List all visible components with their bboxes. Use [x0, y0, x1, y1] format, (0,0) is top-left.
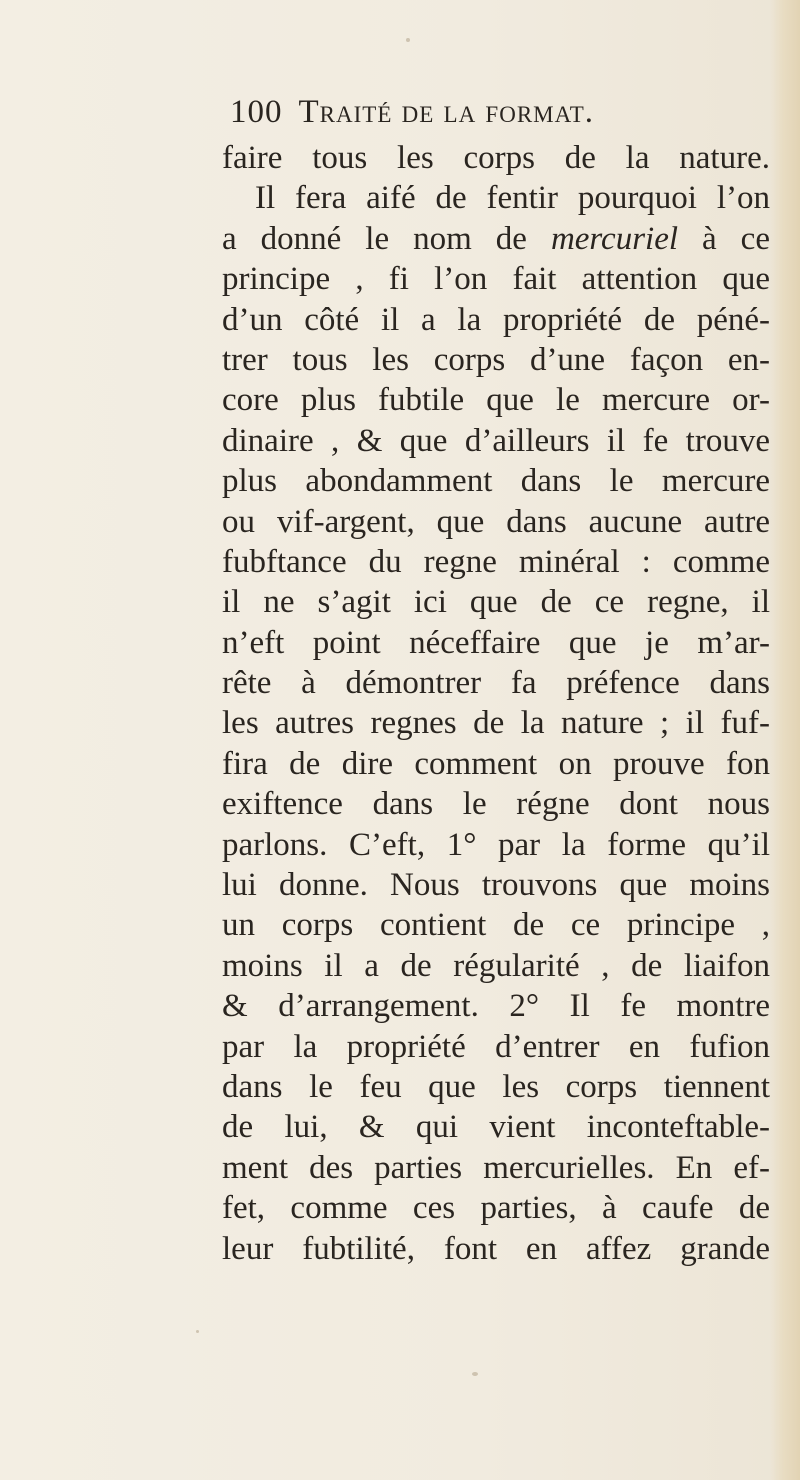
text-line: rête à démontrer fa préfence dans [222, 665, 770, 702]
text-line: ment des parties mercurielles. En ef- [222, 1149, 770, 1186]
text-line: principe , fi l’on fait attention que [222, 261, 770, 298]
text-line: fubftance du regne minéral : comme [222, 543, 770, 580]
text-line: de lui, & qui vient inconteftable- [222, 1109, 770, 1146]
paper-speck [196, 1330, 199, 1333]
text-line: Il fera aifé de fentir pourquoi l’on [255, 180, 770, 217]
text-line: plus abondamment dans le mercure [222, 463, 770, 500]
running-head [230, 92, 770, 132]
text-segment: a donné le nom de [222, 220, 551, 257]
text-segment: à ce [678, 220, 770, 257]
text-line: n’eft point néceffaire que je m’ar- [222, 624, 770, 661]
text-line: un corps contient de ce principe , [222, 907, 770, 944]
paper-speck [406, 38, 410, 42]
text-line: moins il a de régularité , de liaifon [222, 947, 770, 984]
text-line: par la propriété d’entrer en fufion [222, 1028, 770, 1065]
text-line: trer tous les corps d’une façon en- [222, 341, 770, 378]
text-line: exiftence dans le régne dont nous [222, 786, 770, 823]
text-line: leur fubtilité, font en affez grande [222, 1230, 770, 1267]
text-line: faire tous les corps de la nature. [222, 140, 770, 176]
text-line: lui donne. Nous trouvons que moins [222, 867, 770, 904]
text-line: fira de dire comment on prouve fon [222, 745, 770, 782]
text-line: il ne s’agit ici que de ce regne, il [222, 584, 770, 621]
text-line [222, 219, 770, 259]
body-text [222, 138, 770, 1269]
italic-word: mercuriel [550, 220, 679, 257]
text-line: parlons. C’eft, 1° par la forme qu’il [222, 826, 770, 863]
page-edge-shadow [770, 0, 800, 1480]
text-line: ou vif-argent, que dans aucune autre [222, 503, 770, 540]
text-line: d’un côté il a la propriété de péné- [222, 301, 770, 338]
running-title: Traité de la format. [298, 94, 594, 130]
text-line: core plus fubtile que le mercure or- [222, 382, 770, 419]
paper-speck [472, 1372, 478, 1376]
text-line: dinaire , & que d’ailleurs il fe trouve [222, 422, 770, 459]
text-line: & d’arrangement. 2° Il fe montre [222, 988, 770, 1025]
text-line: fet, comme ces parties, à caufe de [222, 1190, 770, 1227]
text-line: dans le feu que les corps tiennent [222, 1068, 770, 1105]
page-number: 100 [230, 94, 283, 130]
text-line: les autres regnes de la nature ; il fuf- [222, 705, 770, 742]
